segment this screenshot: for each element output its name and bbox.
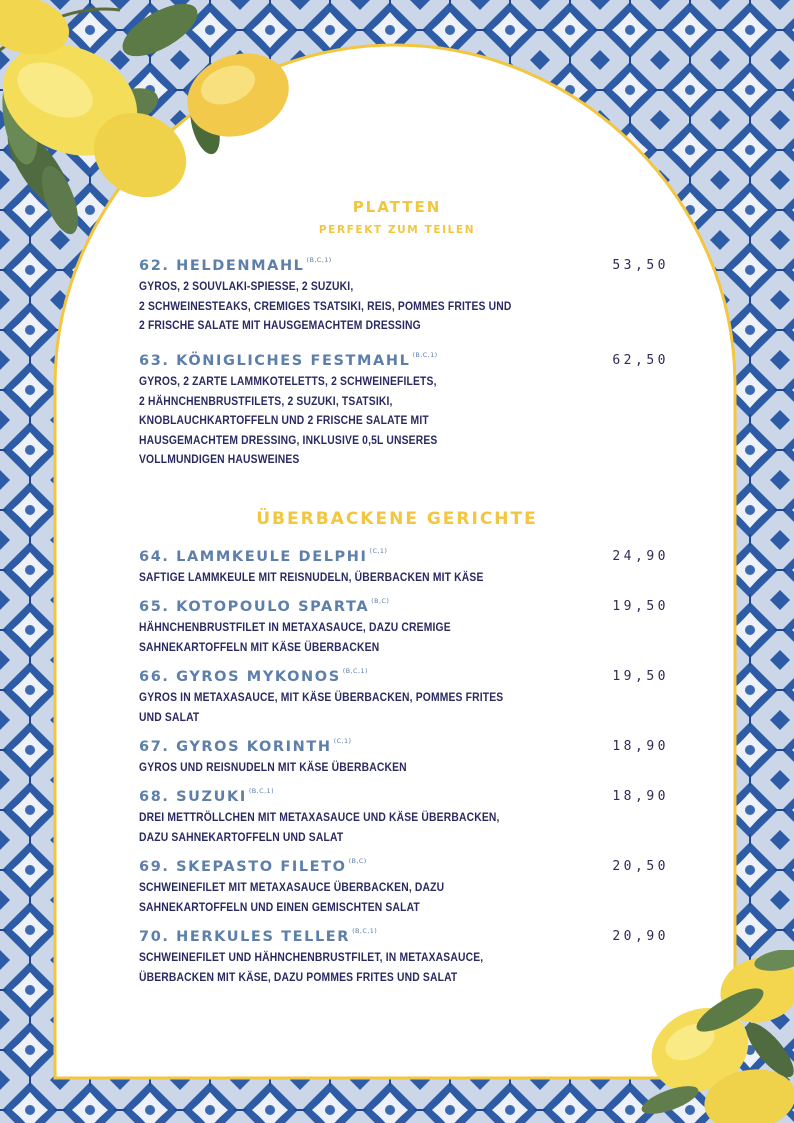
item-name: 68. SUZUKI $^{(B,C,1)}$ <box>139 787 275 805</box>
allergen-codes: (C,1) <box>369 547 388 555</box>
menu-item <box>139 258 669 336</box>
allergen-codes: (B,C,1) <box>248 787 275 795</box>
item-price: 62,50 <box>612 353 669 368</box>
item-description: SAFTIGE LAMMKEULE MIT REISNUDELN, ÜBERBACKEN MIT KÄSE <box>139 570 484 584</box>
menu-item <box>139 669 669 727</box>
item-description: SCHWEINEFILET UND HÄHNCHENBRUSTFILET, IN METAXASAUCE, ÜBERBACKEN MIT KÄSE, DAZU POMMES FRITES UND SALAT <box>139 950 484 984</box>
section-subtitle: PERFEKT ZUM TEILEN <box>318 224 476 236</box>
item-name: 64. LAMMKEULE DELPHI $^{(C,1)}$ <box>139 547 388 565</box>
item-description: SCHWEINEFILET MIT METAXASAUCE ÜBERBACKEN, DAZU SAHNEKARTOFFELN UND EINEN GEMISCHTEN SALAT <box>139 880 445 914</box>
item-price: 19,50 <box>612 599 669 614</box>
item-name: 69. SKEPASTO FILETO $^{(B,C)}$ <box>139 857 367 875</box>
item-name: 65. KOTOPOULO SPARTA $^{(B,C)}$ <box>139 597 390 615</box>
item-price: 18,90 <box>612 739 669 754</box>
item-price: 20,50 <box>612 859 669 874</box>
allergen-codes: (B,C,1) <box>342 667 368 675</box>
menu-item <box>139 599 669 657</box>
item-price: 18,90 <box>612 789 669 804</box>
allergen-codes: (C,1) <box>333 737 352 745</box>
item-price: 19,50 <box>612 669 669 684</box>
menu-item <box>139 549 669 588</box>
allergen-codes: (B,C,1) <box>352 927 378 935</box>
allergen-codes: (B,C) <box>348 857 367 865</box>
allergen-codes: (B,C,1) <box>412 351 438 359</box>
menu-item <box>139 789 669 847</box>
item-description: HÄHNCHENBRUSTFILET IN METAXASAUCE, DAZU CREMIGE SAHNEKARTOFFELN MIT KÄSE ÜBERBACKEN <box>139 620 451 654</box>
item-description: GYROS IN METAXASAUCE, MIT KÄSE ÜBERBACKEN, POMMES FRITES UND SALAT <box>139 690 504 724</box>
item-price: 53,50 <box>612 258 669 273</box>
section-title-platten: PLATTEN <box>352 198 442 216</box>
menu-item <box>139 929 669 987</box>
item-name: 67. GYROS KORINTH $^{(C,1)}$ <box>139 737 352 755</box>
item-price: 20,90 <box>612 929 669 944</box>
item-name: 63. KÖNIGLICHES FESTMAHL $^{(B,C,1)}$ <box>139 351 438 369</box>
allergen-codes: (B,C) <box>371 597 390 605</box>
item-description: GYROS, 2 ZARTE LAMMKOTELETTS, 2 SCHWEINEFILETS, 2 HÄHNCHENBRUSTFILETS, 2 SUZUKI, TSATSIKI, KNOBLAUCHKARTOFFELN UND 2 FRISCHE SALATE MIT HAUSGEMACHTEM DRESSING, INKLUSIVE 0,5L UNSERES VOLLMUNDIGEN HAUSWEINES <box>139 374 438 466</box>
menu-item <box>139 859 669 917</box>
item-name: 70. HERKULES TELLER $^{(B,C,1)}$ <box>139 927 378 945</box>
item-description: GYROS UND REISNUDELN MIT KÄSE ÜBERBACKEN <box>139 760 407 774</box>
item-name: 66. GYROS MYKONOS $^{(B,C,1)}$ <box>139 667 368 685</box>
item-name: 62. HELDENMAHL $^{(B,C,1)}$ <box>139 256 332 274</box>
menu-item <box>139 353 669 470</box>
section-title-ueberbackene-gerichte: ÜBERBACKENE GERICHTE <box>256 509 538 529</box>
item-description: DREI METTRÖLLCHEN MIT METAXASAUCE UND KÄSE ÜBERBACKEN, DAZU SAHNEKARTOFFELN UND SALAT <box>139 810 500 844</box>
item-description: GYROS, 2 SOUVLAKI-SPIESSE, 2 SUZUKI, 2 SCHWEINESTEAKS, CREMIGES TSATSIKI, REIS, POMMES FRITES UND 2 FRISCHE SALATE MIT HAUSGEMACHTEM DRESSING <box>139 279 512 332</box>
menu-item <box>139 739 669 778</box>
allergen-codes: (B,C,1) <box>306 256 332 264</box>
item-price: 24,90 <box>612 549 669 564</box>
